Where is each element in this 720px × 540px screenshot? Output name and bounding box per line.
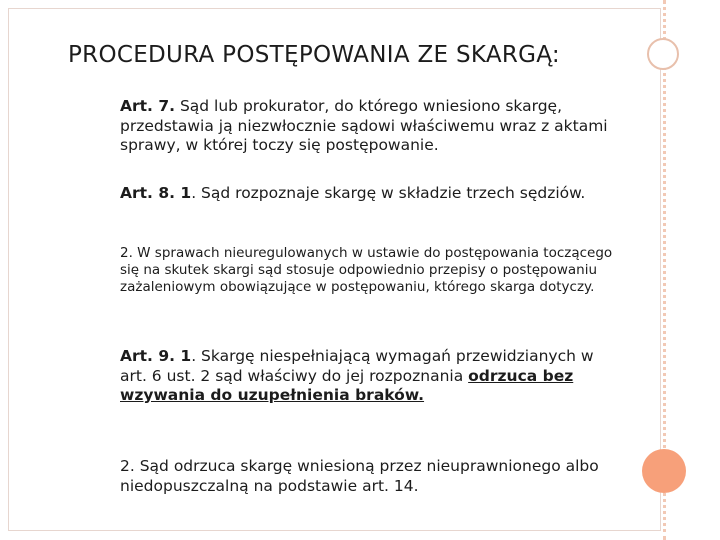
article-label: Art. 8. 1 [120,184,192,202]
article-label: Art. 9. 1 [120,347,192,365]
paragraph-text: 2. Sąd odrzuca skargę wniesioną przez nieuprawnionego albo niedopuszczalną na podstawie art. 14. [120,457,599,495]
paragraph-art-7 [120,97,640,156]
slide-title: PROCEDURA POSTĘPOWANIA ZE SKARGĄ: [68,42,560,68]
paragraph-art-9-2 [120,457,625,496]
emphasis-text: odrzuca bez wzywania do uzupełnienia braków. [120,366,574,404]
paragraph-art-9-1 [120,347,595,406]
paragraph-text: . Skargę niespełniającą wymagań przewidzianych w art. 6 ust. 2 sąd właściwy do jej rozpoznania [120,347,594,385]
paragraph-text: Sąd lub prokurator, do którego wniesiono skargę, przedstawia ją niezwłocznie sądowi właściwemu wraz z aktami sprawy, w której toczy się postępowanie. [120,97,608,154]
article-label: Art. 7. [120,97,176,115]
decorative-circle-filled [642,449,686,493]
paragraph-text: . Sąd rozpoznaje skargę w składzie trzech sędziów. [191,184,586,202]
paragraph-art-8-2 [120,245,630,296]
paragraph-text: 2. W sprawach nieuregulowanych w ustawie do postępowania toczącego się na skutek skargi sąd stosuje odpowiednio przepisy o postępowaniu zażaleniowym obowiązujące w postępowaniu, którego skarga dotyczy. [120,245,613,295]
paragraph-art-8-1 [120,184,640,204]
